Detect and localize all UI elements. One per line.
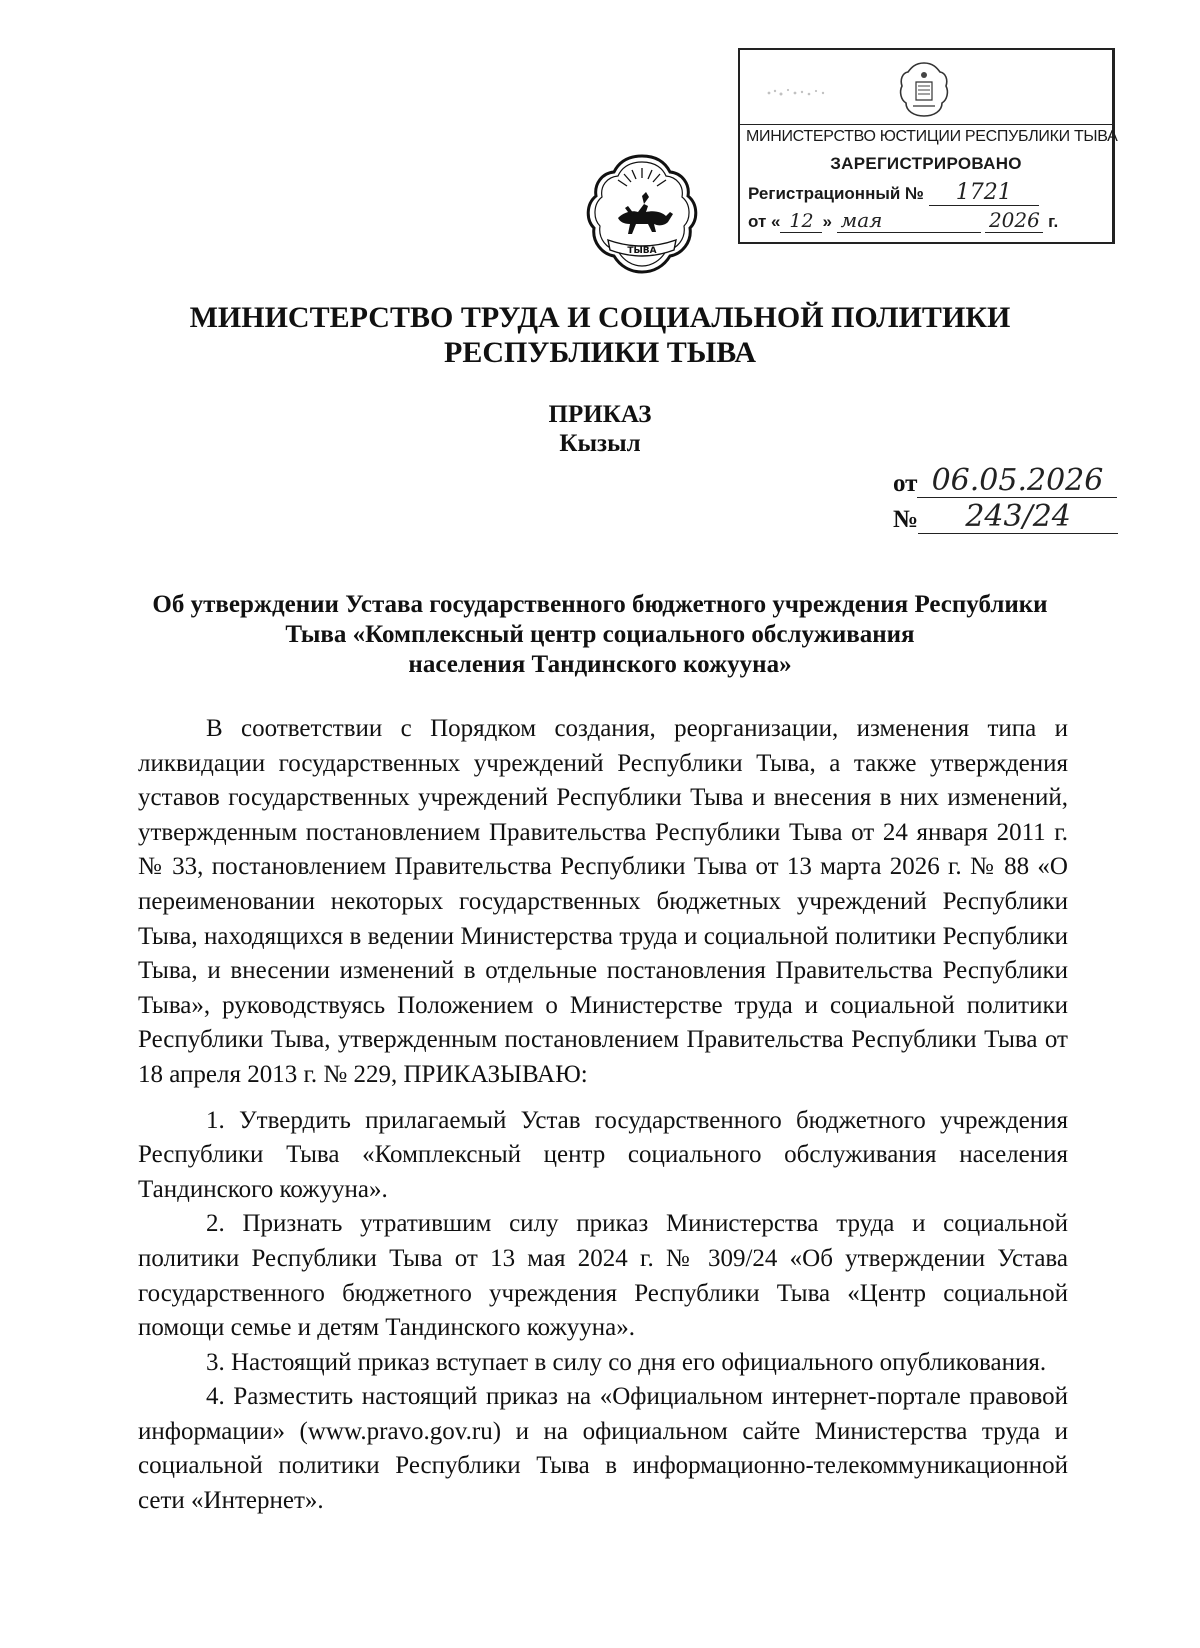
ministry-heading-line1: МИНИСТЕРСТВО ТРУДА И СОЦИАЛЬНОЙ ПОЛИТИКИ (189, 301, 1011, 334)
order-date-number (893, 465, 1133, 537)
subject-line3: населения Тандинского кожууна» (408, 651, 792, 678)
stamp-header (740, 56, 1112, 126)
order-item-3: 3. Настоящий приказ вступает в силу со дня его официального опубликования. (206, 1348, 1047, 1376)
order-date-value: 06.05.2026 (917, 465, 1117, 498)
stamp-registration-date (748, 208, 1108, 233)
stamp-date-mid: » (822, 212, 832, 231)
stamp-divider (740, 124, 1112, 125)
order-item-2: 2. Признать утратившим силу приказ Министерства труда и социальной политики Республики Тыва от 13 мая 2024 г. № 309/24 «Об утверждении Устава государственного бюджетного учреждения Республики Тыва «Центр социальной помощи семье и детям Тандинского кожууна». (138, 1210, 1068, 1342)
order-number-label: № (893, 506, 919, 533)
stamp-reg-number-value: 1721 (929, 180, 1039, 206)
subject-line2: Тыва «Комплексный центр социального обслуживания (285, 621, 915, 648)
order-number-value: 243/24 (918, 501, 1118, 534)
stamp-date-year: 2026 (985, 208, 1043, 233)
stamp-date-day: 12 (780, 210, 822, 233)
subject-line1: Об утверждении Устава государственного бюджетного учреждения Республики (152, 591, 1048, 618)
city-name: Кызыл (559, 430, 641, 457)
preamble-paragraph: В соответствии с Порядком создания, реорганизации, изменения типа и ликвидации государственных учреждений Республики Тыва, а также утверждения уставов государственных учреждений Республики Тыва и внесения в них изменений, утвержденным постановлением Правительства Республики Тыва от 24 января 2011 г. № 33, постановлением Правительства Республики Тыва от 13 марта 2026 г. № 88 «О переименовании некоторых государственных бюджетных учреждений Республики Тыва, находящихся в ведении Министерства труда и социальной политики Республики Тыва, и внесении изменений в отдельные постановления Правительства Республики Тыва», руководствуясь Положением о Министерстве труда и социальной политики Республики Тыва, утвержденным постановлением Правительства Республики Тыва от 18 апреля 2013 г. № 229, ПРИКАЗЫВАЮ: (138, 715, 1068, 1088)
registration-stamp (738, 48, 1118, 244)
stamp-ministry-name: МИНИСТЕРСТВО ЮСТИЦИИ РЕСПУБЛИКИ ТЫВА (746, 128, 1118, 145)
order-title (150, 400, 1050, 458)
stamp-date-month: мая (837, 208, 981, 233)
emblem-caption: ТЫВА (627, 246, 657, 256)
order-subject (130, 590, 1070, 680)
order-number-row (893, 501, 1133, 537)
stamp-date-prefix: от « (748, 212, 781, 231)
order-item-4: 4. Разместить настоящий приказ на «Официальном интернет-портале правовой информации» (www.pravo.gov.ru) и на официальном сайте Министерства труда и социальной политики Республики Тыва в информационно-телекоммуникационной сети «Интернет». (138, 1383, 1068, 1515)
order-item-1: 1. Утвердить прилагаемый Устав государственного бюджетного учреждения Республики Тыва «Комплексный центр социального обслуживания населения Тандинского кожууна». (138, 1106, 1068, 1203)
document-type: ПРИКАЗ (548, 401, 652, 428)
order-date-row (893, 465, 1133, 501)
stamp-crest-icon (898, 60, 950, 120)
order-body (138, 712, 1068, 1519)
stamp-date-suffix: г. (1048, 212, 1059, 231)
tuva-emblem-icon (578, 152, 706, 276)
ministry-heading (150, 300, 1050, 370)
faint-stamp-mark-icon (764, 84, 834, 100)
stamp-registered-label: ЗАРЕГИСТРИРОВАНО (830, 154, 1022, 173)
ministry-heading-line2: РЕСПУБЛИКИ ТЫВА (444, 336, 756, 369)
stamp-reg-label: Регистрационный № (748, 184, 924, 203)
order-date-label: от (893, 470, 918, 497)
stamp-registration-number (748, 180, 1108, 206)
